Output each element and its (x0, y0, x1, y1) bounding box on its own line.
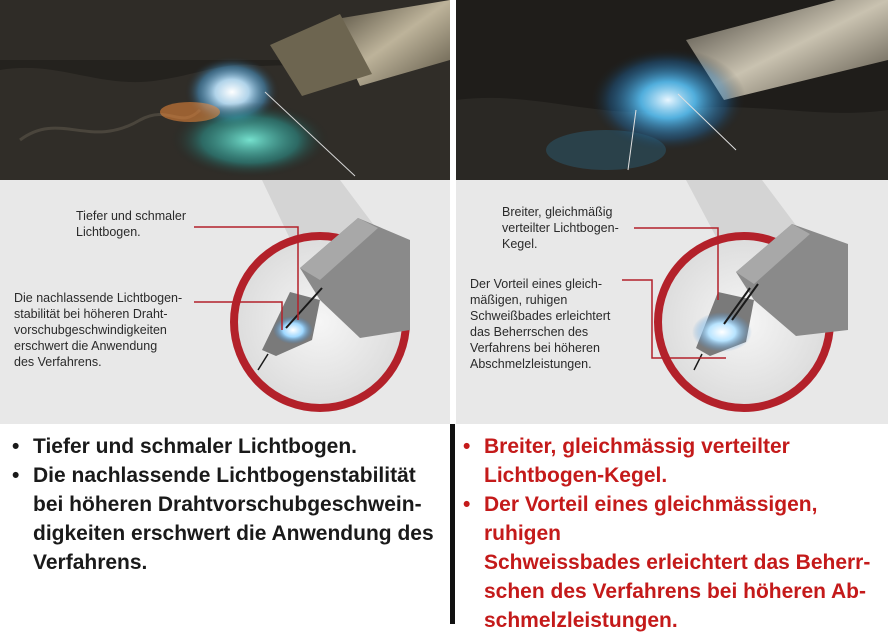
bullet-list-right (463, 432, 888, 635)
callout-top-right: Breiter, gleichmäßig verteilter Lichtbogen- Kegel. (502, 205, 619, 251)
bullet-dot-icon: • (12, 435, 20, 458)
bullet-text: Der Vorteil eines gleichmässigen, ruhigen Schweissbades erleichtert das Beherr- schen des Verfahrens bei höheren Ab- schmelzleistungen. (484, 493, 871, 632)
bullet-item (12, 432, 442, 461)
bullet-item (463, 432, 888, 490)
callout-top-left: Tiefer und schmaler Lichtbogen. (76, 209, 186, 239)
welding-arc-photo-icon (0, 0, 450, 180)
welding-arc-photo-icon (456, 0, 888, 180)
bullet-text: Die nachlassende Lichtbogenstabilität bei höheren Drahtvorschubgeschwein- digkeiten erschwert die Anwendung des Verfahrens. (33, 464, 434, 574)
diagram-panel-right (456, 180, 888, 424)
bullet-text: Tiefer und schmaler Lichtbogen. (33, 435, 358, 458)
welding-photo-right (456, 0, 888, 180)
bullet-dot-icon: • (463, 435, 471, 458)
bullet-dot-icon: • (463, 493, 471, 516)
bullet-item (12, 461, 442, 577)
bullet-dot-icon: • (12, 464, 20, 487)
bullets-panel-left (0, 424, 450, 624)
bullet-text: Breiter, gleichmässig verteilter Lichtbogen-Kegel. (484, 435, 790, 487)
callout-bottom-left: Die nachlassende Lichtbogen- stabilität bei höheren Draht- vorschubgeschwindigkeiten erschwert die Anwendung des Verfahrens. (14, 291, 183, 369)
bullets-panel-right (456, 424, 888, 632)
callout-bottom-right: Der Vorteil eines gleich- mäßigen, ruhigen Schweißbades erleichtert das Beherrschen des Verfahrens bei höheren Abschmelzleistungen. (470, 277, 611, 371)
center-divider-line (450, 424, 455, 624)
bullet-item (463, 490, 888, 635)
welding-photo-left (0, 0, 450, 180)
diagram-panel-left (0, 180, 450, 424)
bullet-list-left (12, 432, 442, 577)
